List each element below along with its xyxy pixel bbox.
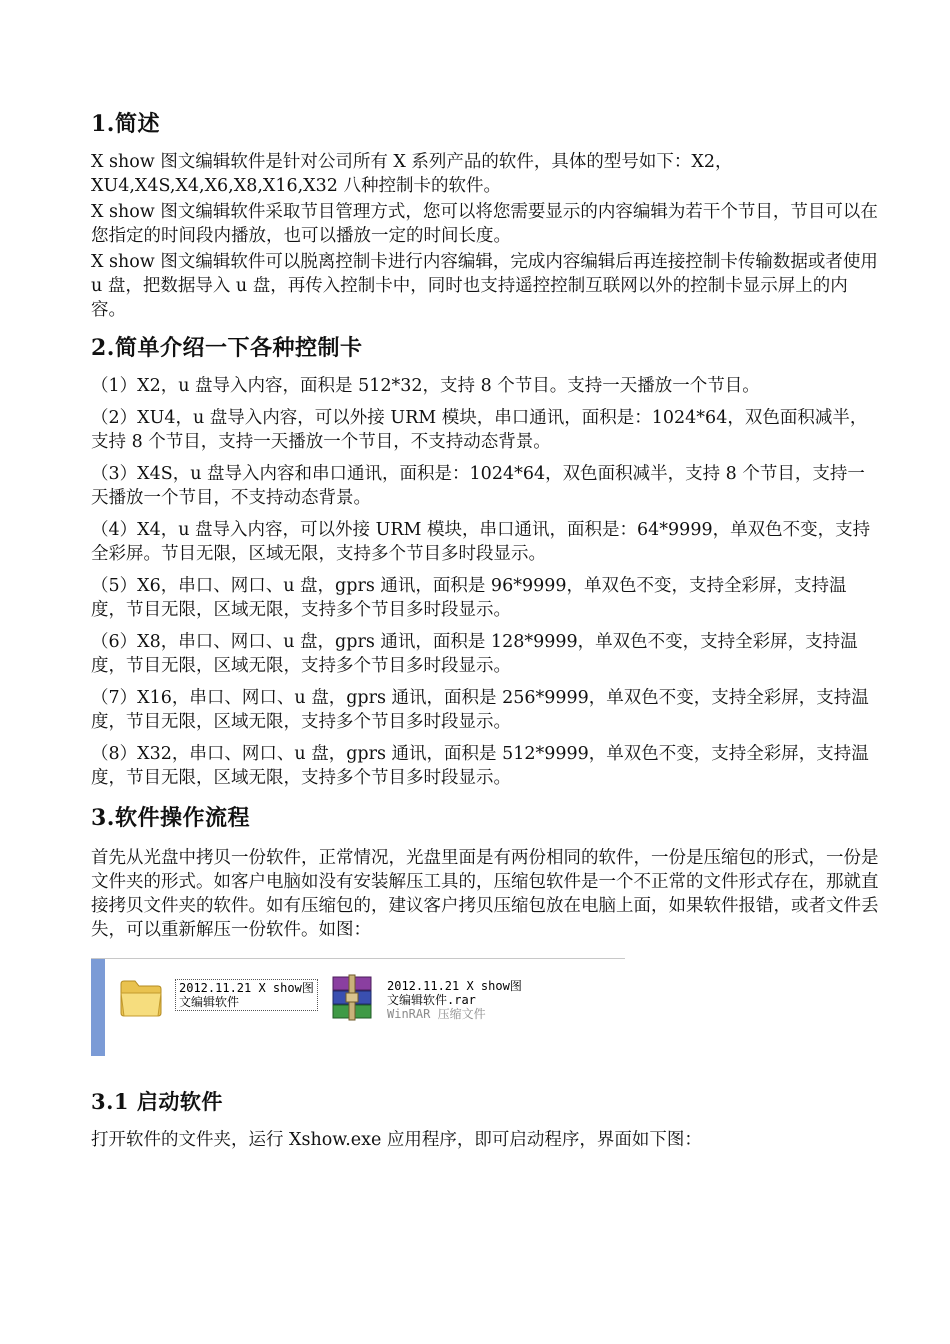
- list-item: （3）X4S，u 盘导入内容和串口通讯，面积是：1024*64，双色面积减半，支持 8 个节目，支持一天播放一个节目，不支持动态背景。: [91, 464, 865, 508]
- paragraph: X show 图文编辑软件采取节目管理方式，您可以将您需要显示的内容编辑为若干个节目，节目可以在您指定的时间段内播放，也可以播放一定的时间长度。: [91, 202, 878, 246]
- controller-card-list: [91, 374, 881, 790]
- folder-name-line: 文编辑软件: [179, 995, 240, 1009]
- list-item: （1）X2，u 盘导入内容，面积是 512*32，支持 8 个节目。支持一天播放一个节目。: [91, 376, 760, 396]
- list-item: （5）X6，串口、网口、u 盘，gprs 通讯，面积是 96*9999，单双色不变，支持全彩屏，支持温度，节目无限，区域无限，支持多个节目多时段显示。: [91, 576, 847, 620]
- section-heading-1: 1.简述: [91, 111, 160, 137]
- section-1-body: [91, 150, 881, 322]
- archive-name: [387, 979, 522, 1021]
- folder-icon: [117, 973, 165, 1021]
- list-item: （4）X4，u 盘导入内容，可以外接 URM 模块，串口通讯，面积是：64*9999，单双色不变，支持全彩屏。节目无限，区域无限，支持多个节目多时段显示。: [91, 520, 871, 564]
- explorer-sidebar-strip: [91, 959, 105, 1056]
- paragraph: 打开软件的文件夹，运行 Xshow.exe 应用程序，即可启动程序，界面如下图：: [91, 1130, 702, 1150]
- winrar-archive-icon: [327, 973, 377, 1023]
- subsection-heading-3-1: 3.1 启动软件: [91, 1089, 223, 1114]
- section-heading-3: 3.软件操作流程: [91, 805, 250, 831]
- list-item: （6）X8，串口、网口、u 盘，gprs 通讯，面积是 128*9999，单双色不变，支持全彩屏，支持温度，节目无限，区域无限，支持多个节目多时段显示。: [91, 632, 858, 676]
- explorer-screenshot: [91, 958, 625, 1056]
- list-item: （8）X32，串口、网口、u 盘，gprs 通讯，面积是 512*9999，单双色不变，支持全彩屏，支持温度，节目无限，区域无限，支持多个节目多时段显示。: [91, 744, 869, 788]
- archive-name-line: 文编辑软件.rar: [387, 993, 476, 1007]
- paragraph: X show 图文编辑软件是针对公司所有 X 系列产品的软件，具体的型号如下：X2，XU4,X4S,X4,X6,X8,X16,X32 八种控制卡的软件。: [91, 152, 733, 196]
- section-heading-2: 2.简单介绍一下各种控制卡: [91, 335, 363, 361]
- section-3-body: [91, 846, 881, 942]
- folder-name-line: 2012.11.21 X show图: [179, 981, 314, 995]
- folder-item[interactable]: [117, 973, 318, 1021]
- paragraph: 首先从光盘中拷贝一份软件，正常情况，光盘里面是有两份相同的软件，一份是压缩包的形式，一份是文件夹的形式。如客户电脑如没有安装解压工具的，压缩包软件是一个不正常的文件形式存在，那就直接拷贝文件夹的软件。如有压缩包的，建议客户拷贝压缩包放在电脑上面，如果软件报错，或者文件丢失，可以重新解压一份软件。如图：: [91, 848, 879, 940]
- list-item: （2）XU4，u 盘导入内容，可以外接 URM 模块，串口通讯，面积是：1024*64，双色面积减半，支持 8 个节目，支持一天播放一个节目，不支持动态背景。: [91, 408, 868, 452]
- paragraph: X show 图文编辑软件可以脱离控制卡进行内容编辑，完成内容编辑后再连接控制卡传输数据或者使用 u 盘，把数据导入 u 盘，再传入控制卡中，同时也支持遥控控制互联网以外的控制卡显示屏上的内容。: [91, 252, 878, 320]
- list-item: （7）X16，串口、网口、u 盘，gprs 通讯，面积是 256*9999，单双色不变，支持全彩屏，支持温度，节目无限，区域无限，支持多个节目多时段显示。: [91, 688, 869, 732]
- folder-name: [175, 979, 318, 1011]
- archive-type: WinRAR 压缩文件: [387, 1007, 486, 1021]
- archive-item[interactable]: [327, 973, 522, 1023]
- document-page: [91, 108, 881, 1152]
- archive-name-line: 2012.11.21 X show图: [387, 979, 522, 993]
